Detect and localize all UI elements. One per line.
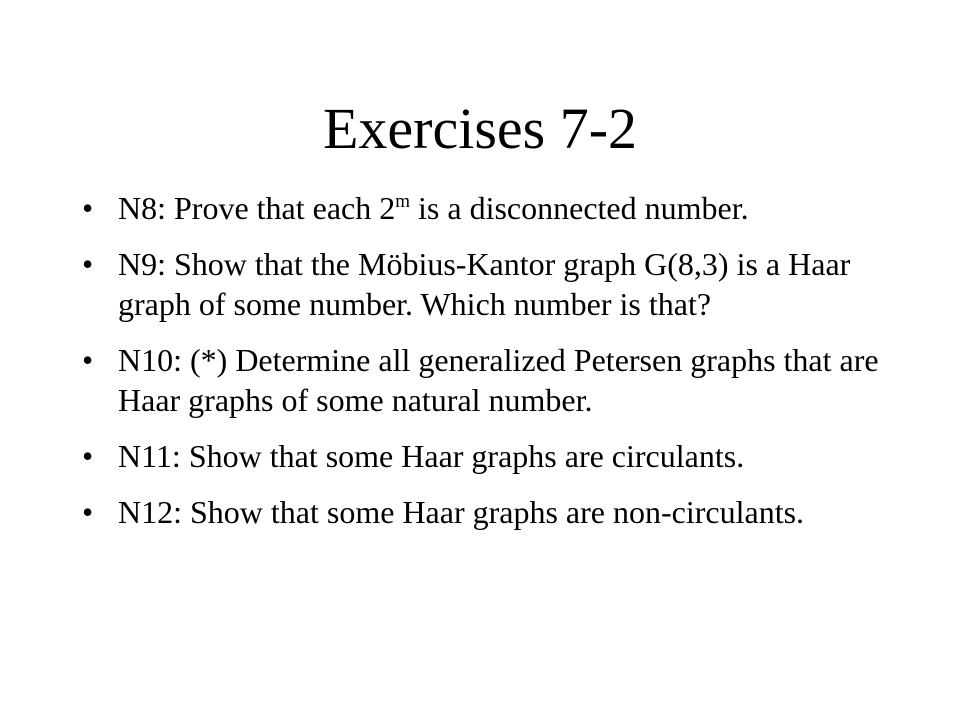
- exercise-text: N11: Show that some Haar graphs are circulants.: [118, 438, 745, 474]
- bullet-icon: •: [82, 494, 94, 530]
- bullet-icon: •: [82, 342, 94, 378]
- exercise-text: N10: (*) Determine all generalized Petersen graphs that are Haar graphs of some natural number.: [118, 342, 879, 418]
- exercise-text-part: is a disconnected number.: [410, 190, 749, 226]
- exercise-text: N12: Show that some Haar graphs are non-circulants.: [118, 494, 805, 530]
- exercise-text: N9: Show that the Möbius-Kantor graph G(8,3) is a Haar graph of some number. Which number is that?: [118, 246, 851, 322]
- exercise-list: [82, 188, 882, 548]
- exponent: m: [395, 191, 411, 212]
- slide-title: Exercises 7-2: [322, 96, 638, 161]
- bullet-icon: •: [82, 246, 94, 282]
- exercise-n12: [82, 492, 882, 532]
- exercise-n10: [82, 340, 882, 420]
- bullet-icon: •: [82, 438, 94, 474]
- exercise-n9: [82, 244, 882, 324]
- exercise-text: [118, 190, 749, 226]
- bullet-icon: •: [82, 190, 94, 226]
- exercise-n8: [82, 188, 882, 228]
- exercise-text-part: N8: Prove that each 2: [118, 190, 396, 226]
- exercise-n11: [82, 436, 882, 476]
